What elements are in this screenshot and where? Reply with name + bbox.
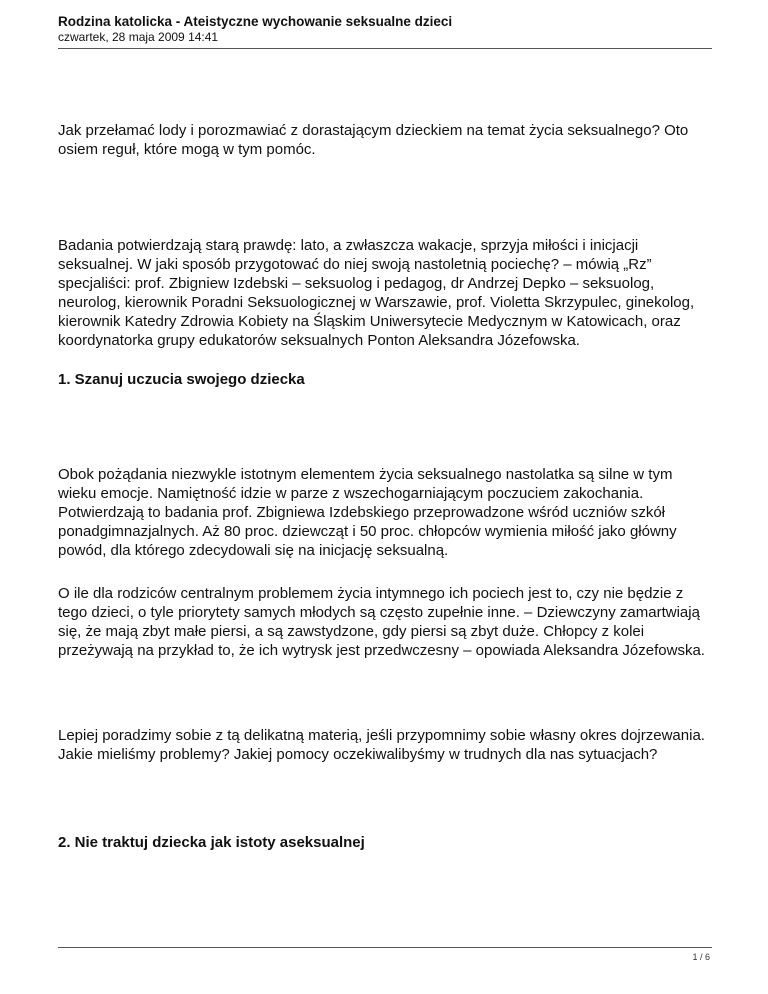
document-title: Rodzina katolicka - Ateistyczne wychowanie seksualne dzieci <box>58 14 453 29</box>
header-divider <box>58 48 712 49</box>
document-header <box>58 13 712 45</box>
page-number: 1 / 6 <box>692 952 710 962</box>
body-paragraph-3: O ile dla rodziców centralnym problemem życia intymnego ich pociech jest to, czy nie będzie z tego dzieci, o tyle priorytety samych młodych są często zupełnie inne. – Dziewczyny zamartwiają się, że mają zbyt małe piersi, a są zawstydzone, gdy piersi są zbyt duże. Chłopcy z kolei przeżywają na przykład to, że ich wytrysk jest przedwczesny – opowiada Aleksandra Józefowska. <box>58 585 705 659</box>
section-heading-2: 2. Nie traktuj dziecka jak istoty aseksualnej <box>58 834 365 851</box>
body-paragraph-2: Obok pożądania niezwykle istotnym elementem życia seksualnego nastolatka są silne w tym wieku emocje. Namiętność idzie w parze z wszechogarniającym poczuciem zakochania. Potwierdzają to badania prof. Zbigniewa Izdebskiego przeprowadzone wśród uczniów szkół ponadgimnazjalnych. Aż 80 proc. dziewcząt i 50 proc. chłopców wymienia miłość jako główny powód, dla którego zdecydowali się na inicjację seksualną. <box>58 466 677 559</box>
document-date: czwartek, 28 maja 2009 14:41 <box>58 30 219 44</box>
body-paragraph-4: Lepiej poradzimy sobie z tą delikatną materią, jeśli przypomnimy sobie własny okres dojrzewania. Jakie mieliśmy problemy? Jakiej pomocy oczekiwalibyśmy w trudnych dla nas sytuacjach? <box>58 727 705 763</box>
body-paragraph-1: Badania potwierdzają starą prawdę: lato, a zwłaszcza wakacje, sprzyja miłości i inicjacji seksualnej. W jaki sposób przygotować do niej swoją nastoletnią pociechę? – mówią „Rz” specjaliści: prof. Zbigniew Izdebski – seksuolog i pedagog, dr Andrzej Depko – seksuolog, neurolog, kierownik Poradni Seksuologicznej w Warszawie, prof. Violetta Skrzypulec, ginekolog, kierownik Katedry Zdrowia Kobiety na Śląskim Uniwersytecie Medycznym w Katowicach, oraz koordynatorka grupy edukatorów seksualnych Ponton Aleksandra Józefowska. <box>58 237 695 349</box>
section-heading-1: 1. Szanuj uczucia swojego dziecka <box>58 371 305 388</box>
footer-divider <box>58 947 712 948</box>
intro-paragraph: Jak przełamać lody i porozmawiać z dorastającym dzieckiem na temat życia seksualnego? Oto osiem reguł, które mogą w tym pomóc. <box>58 122 689 158</box>
